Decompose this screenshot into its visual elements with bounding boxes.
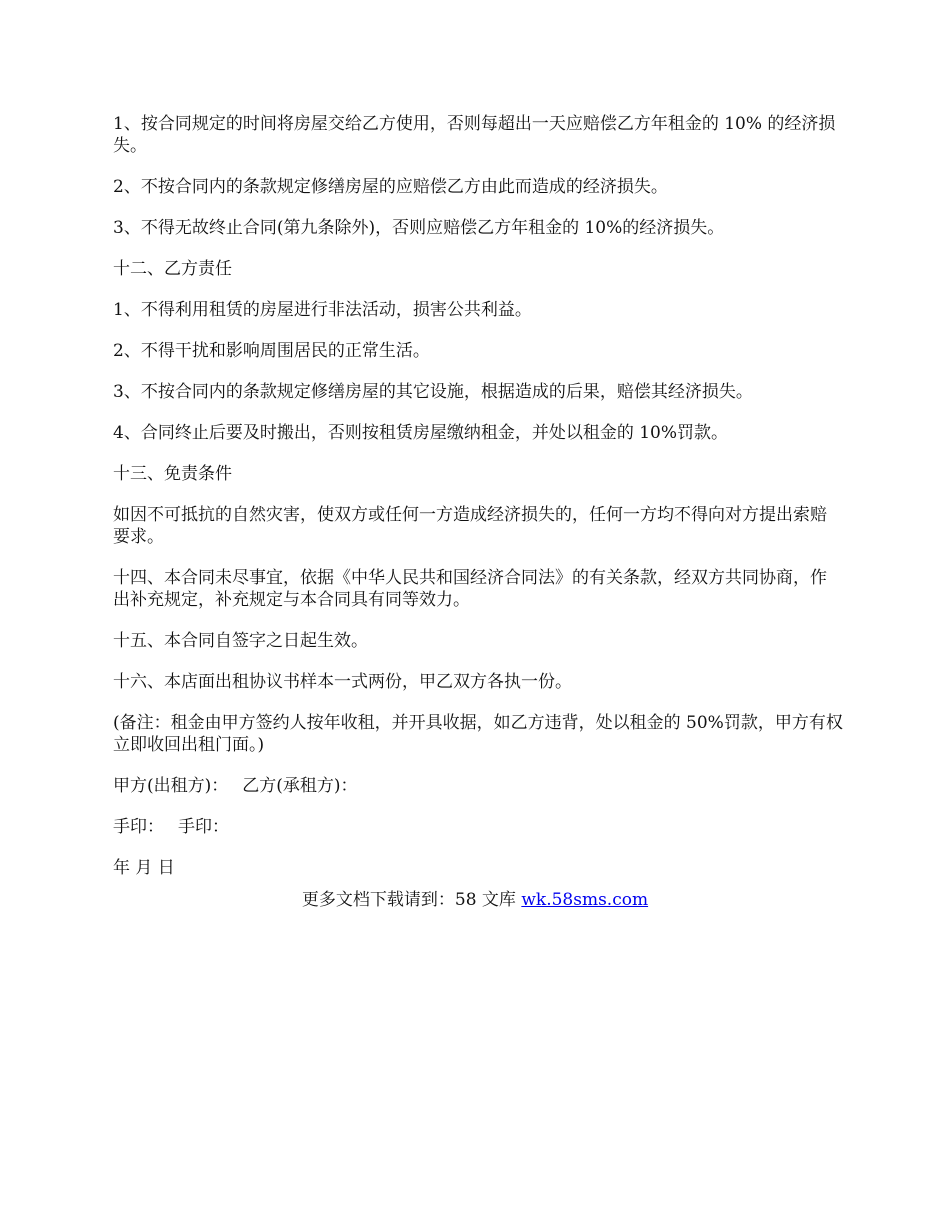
clause-paragraph: 4、合同终止后要及时搬出，否则按租赁房屋缴纳租金，并处以租金的 10%罚款。 [113, 423, 729, 443]
document-body [113, 113, 843, 898]
clause-paragraph: 3、不得无故终止合同(第九条除外)，否则应赔偿乙方年租金的 10%的经济损失。 [113, 218, 725, 238]
clause-paragraph: 3、不按合同内的条款规定修缮房屋的其它设施，根据造成的后果，赔偿其经济损失。 [113, 382, 753, 402]
seal-b-label: 手印： [178, 817, 229, 837]
clause-paragraph: 十五、本合同自签字之日起生效。 [113, 631, 368, 651]
remark-paragraph: (备注：租金由甲方签约人按年收租，并开具收据，如乙方违背，处以租金的 50%罚款，甲方有权立即收回出租门面。) [113, 713, 843, 755]
signature-party-line [113, 775, 843, 797]
section-heading: 十二、乙方责任 [113, 259, 232, 279]
signature-seal-line [113, 816, 843, 838]
clause-paragraph: 十四、本合同未尽事宜，依据《中华人民共和国经济合同法》的有关条款，经双方共同协商，作出补充规定，补充规定与本合同具有同等效力。 [113, 568, 827, 610]
clause-paragraph: 1、按合同规定的时间将房屋交给乙方使用，否则每超出一天应赔偿乙方年租金的 10% 的经济损失。 [113, 114, 836, 156]
party-a-label: 甲方(出租方)： [113, 776, 229, 796]
footer-text: 更多文档下载请到：58 文库 [301, 890, 522, 910]
party-b-label: 乙方(承租方)： [242, 776, 358, 796]
clause-paragraph: 2、不得干扰和影响周围居民的正常生活。 [113, 341, 430, 361]
download-footer [0, 889, 950, 911]
footer-link[interactable]: wk.58sms.com [521, 890, 649, 910]
clause-paragraph: 十六、本店面出租协议书样本一式两份，甲乙双方各执一份。 [113, 672, 572, 692]
clause-paragraph: 1、不得利用租赁的房屋进行非法活动，损害公共利益。 [113, 300, 532, 320]
clause-paragraph: 2、不按合同内的条款规定修缮房屋的应赔偿乙方由此而造成的经济损失。 [113, 177, 668, 197]
seal-a-label: 手印： [113, 817, 164, 837]
section-heading: 十三、免责条件 [113, 464, 232, 484]
date-line: 年 月 日 [113, 858, 175, 878]
clause-paragraph: 如因不可抵抗的自然灾害，使双方或任何一方造成经济损失的，任何一方均不得向对方提出索赔要求。 [113, 505, 827, 547]
